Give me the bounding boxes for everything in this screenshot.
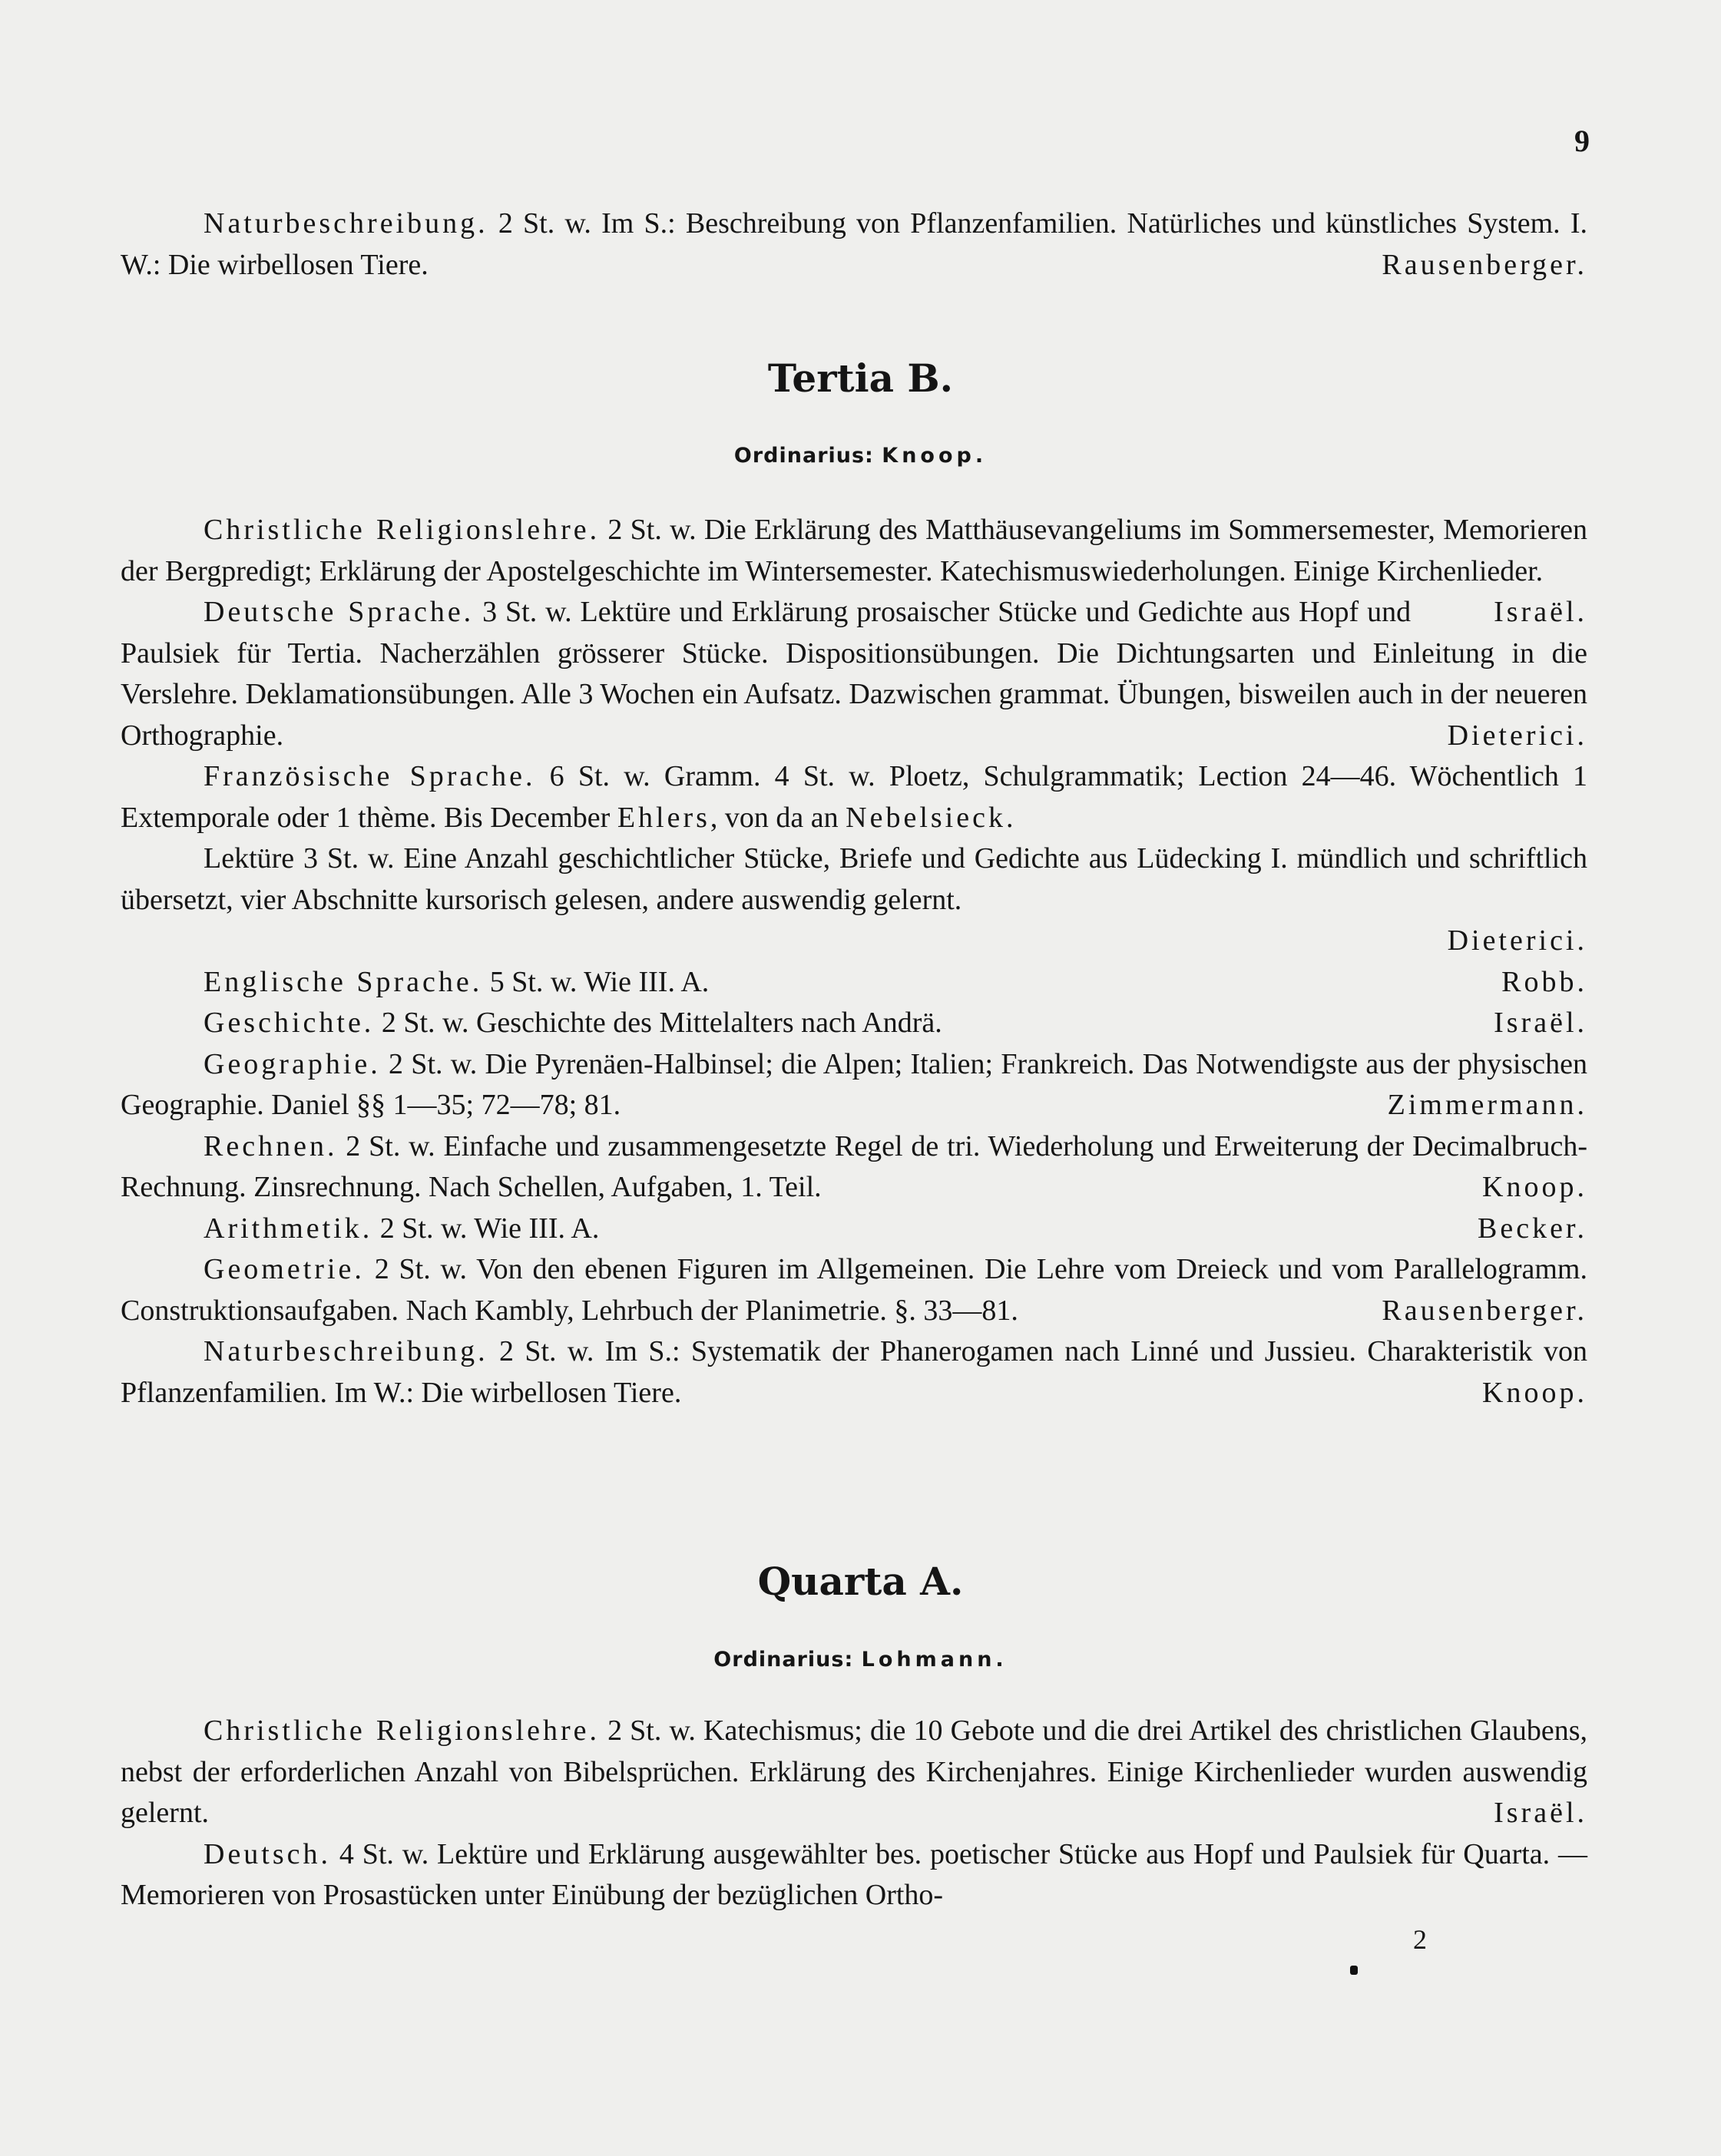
entry-paragraph bbox=[121, 962, 1587, 1004]
section-heading-quarta-a: Quarta A. bbox=[757, 1559, 964, 1604]
teacher-name: Rausenberger. bbox=[1382, 248, 1587, 281]
entry-text: 5 St. w. Wie III. A. bbox=[482, 965, 710, 998]
teacher-name: Dieterici. bbox=[1447, 924, 1587, 957]
page-number: 9 bbox=[1574, 124, 1590, 158]
entry-text: 2 St. w. Von den ebenen Figuren im Allgemeinen. Die Lehre vom Dreieck und vom Parallelogramm. Construktionsaufgaben. Nach Kambly, Lehrbuch der Planimetrie. §. 33—81. bbox=[121, 1253, 1587, 1327]
entry-paragraph bbox=[121, 838, 1587, 962]
teacher-name: Rausenberger. bbox=[1382, 1294, 1587, 1327]
subject-label: Arithmetik. bbox=[204, 1212, 373, 1245]
teacher-name: Zimmermann. bbox=[1387, 1089, 1587, 1121]
entry-paragraph bbox=[121, 1834, 1587, 1916]
entry-paragraph bbox=[121, 1126, 1587, 1209]
section-heading-tertia-b: Tertia B. bbox=[767, 355, 954, 401]
teacher-name: Knoop. bbox=[1482, 1376, 1587, 1409]
entry-paragraph bbox=[121, 756, 1587, 838]
entry-paragraph bbox=[121, 1003, 1587, 1044]
subject-label: Christliche Religionslehre. bbox=[204, 514, 601, 546]
subject-label: Geographie. bbox=[204, 1047, 381, 1080]
entry-text: 6 St. w. Gramm. 4 St. w. Ploetz, Schulgrammatik; Lection 24—46. Wöchentlich 1 Extemporale oder 1 thème. Bis December bbox=[121, 760, 1587, 834]
entry-text: 2 St. w. Im S.: Beschreibung von Pflanzenfamilien. Natürliches und künstliches System. I. W.: Die wirbellosen Tiere. bbox=[121, 207, 1587, 281]
entry-text: 2 St. w. Katechismus; die 10 Gebote und die drei Artikel des christlichen Glaubens, nebst der erforderlichen Anzahl von Bibelsprüchen. Erklärung des Kirchenjahres. Einige Kirchenlieder wurden auswendig gelernt. bbox=[121, 1715, 1587, 1829]
subject-label: Deutsch. bbox=[204, 1837, 332, 1870]
entry-paragraph bbox=[121, 592, 1587, 756]
entry-text: 2 St. w. Wie III. A. bbox=[372, 1212, 600, 1245]
entry-text: 2 St. w. Einfache und zusammengesetzte Regel de tri. Wiederholung und Erweiterung der Decimalbruch-Rechnung. Zinsrechnung. Nach Schellen, Aufgaben, 1. Teil. bbox=[121, 1129, 1587, 1203]
teacher-name: Israël. bbox=[1494, 1797, 1587, 1829]
ordinarius-line bbox=[0, 1648, 1721, 1672]
entry-text: 4 St. w. Lektüre und Erklärung ausgewählter bes. poetischer Stücke aus Hopf und Paulsiek für Quarta. — Memorieren von Prosastücken unter Einübung der bezüglichen Ortho- bbox=[121, 1837, 1587, 1911]
teacher-name: Knoop. bbox=[1482, 1171, 1587, 1203]
entry-paragraph bbox=[121, 1331, 1587, 1414]
subject-label: Geometrie. bbox=[204, 1253, 365, 1285]
ordinarius-name: Lohmann. bbox=[861, 1648, 1008, 1672]
entry-paragraph bbox=[121, 1711, 1587, 1834]
intro-paragraph bbox=[121, 203, 1587, 286]
ordinarius-label: Ordinarius: bbox=[713, 1648, 854, 1672]
entry-paragraph bbox=[121, 1044, 1587, 1126]
entry-text: 2 St. w. Die Pyrenäen-Halbinsel; die Alpen; Italien; Frankreich. Das Notwendigste aus der physischen Geographie. Daniel §§ 1—35; 72—78; 81. bbox=[121, 1047, 1587, 1121]
teacher-name: Becker. bbox=[1477, 1212, 1587, 1245]
subject-label: Deutsche Sprache. bbox=[204, 596, 475, 628]
teacher-name: Ehlers bbox=[617, 801, 710, 834]
entry-text: 2 St. w. Die Erklärung des Matthäusevangeliums im Sommersemester, Memorieren der Bergpredigt; Erklärung der Apostelgeschichte im Wintersemester. Katechismuswiederholungen. Einige Kirchenlieder. bbox=[121, 514, 1588, 587]
subject-label: Christliche Religionslehre. bbox=[204, 1715, 600, 1747]
intro-block bbox=[121, 203, 1587, 286]
subject-label: Naturbeschreibung. bbox=[204, 1335, 488, 1367]
entry-text: 3 St. w. Lektüre und Erklärung prosaischer Stücke und Gedichte aus Hopf und Paulsiek für Tertia. Nacherzählen grösserer Stücke. Dispositionsübungen. Die Dichtungsarten und Einleitung in die Verslehre. Deklamationsübungen. Alle 3 Wochen ein Aufsatz. Dazwischen grammat. Übungen, bisweilen auch in der neueren Orthographie. bbox=[121, 596, 1587, 752]
ordinarius-line bbox=[0, 444, 1721, 468]
entry-text: 2 St. w. Im S.: Systematik der Phanerogamen nach Linné und Jussieu. Charakteristik von Pflanzenfamilien. Im W.: Die wirbellosen Tiere. bbox=[121, 1335, 1587, 1409]
teacher-name: Dieterici. bbox=[1447, 719, 1587, 752]
ordinarius-name: Knoop. bbox=[882, 444, 988, 468]
entry-paragraph bbox=[121, 1209, 1587, 1250]
subject-label: Geschichte. bbox=[204, 1007, 375, 1039]
entry-paragraph bbox=[121, 1249, 1587, 1331]
teacher-name: Israël. bbox=[1494, 1007, 1587, 1039]
teacher-name: Israël. bbox=[1494, 596, 1587, 628]
entry-text: Lektüre 3 St. w. Eine Anzahl geschichtlicher Stücke, Briefe und Gedichte aus Lüdecking I. mündlich und schriftlich übersetzt, vier Abschnitte kursorisch gelesen, andere auswendig gelernt. bbox=[121, 842, 1587, 916]
subject-label: Englische Sprache. bbox=[204, 965, 483, 998]
subject-label: Rechnen. bbox=[204, 1129, 338, 1162]
entry-text: 2 St. w. Geschichte des Mittelalters nach Andrä. bbox=[374, 1007, 942, 1039]
ink-speck bbox=[1350, 1966, 1358, 1975]
teacher-name: Robb. bbox=[1501, 965, 1587, 998]
quarta-a-block bbox=[121, 1711, 1587, 1916]
signature-mark: 2 bbox=[1413, 1924, 1427, 1955]
subject-label: Französische Sprache. bbox=[204, 760, 536, 792]
entry-text: , von da an bbox=[710, 801, 846, 834]
tertia-b-block bbox=[121, 510, 1587, 1414]
ordinarius-label: Ordinarius: bbox=[733, 444, 874, 468]
teacher-name: Nebelsieck. bbox=[846, 801, 1017, 834]
subject-label: Naturbeschreibung. bbox=[204, 207, 488, 240]
